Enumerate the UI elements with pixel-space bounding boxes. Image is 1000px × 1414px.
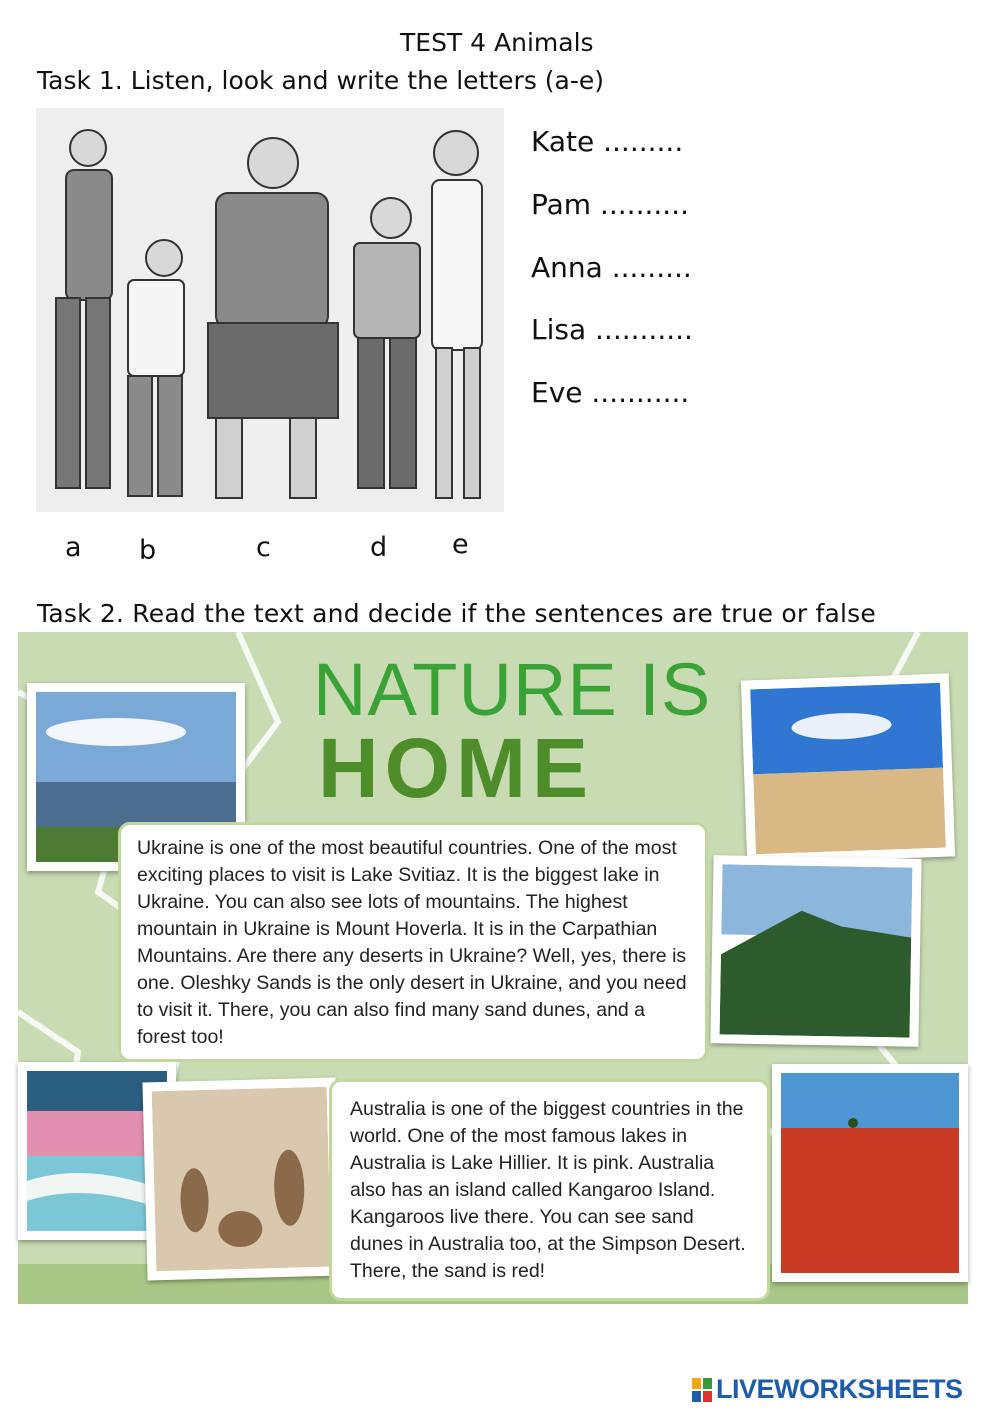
answer-line-lisa: Lisa ........... — [531, 313, 693, 346]
letter-a: a — [65, 532, 82, 563]
mountain-forest-photo — [710, 855, 921, 1047]
answer-line-anna: Anna ......... — [531, 251, 692, 284]
liveworksheets-logo[interactable]: LIVEWORKSHEETS — [716, 1374, 963, 1404]
red-desert-photo — [772, 1064, 968, 1282]
australia-text-box: Australia is one of the biggest countries in the world. One of the most famous lakes in Australia is Lake Hillier. It is pink. Australia also has an island called Kangaroo Island. Kangaroos live there. You can see sand dunes in Australia too, at the Simpson Desert. There, the sand is red! — [329, 1079, 770, 1301]
banner-heading-line2: HOME — [318, 721, 594, 815]
letter-d: d — [370, 532, 388, 563]
banner-heading-line1: NATURE IS — [313, 648, 712, 731]
worksheet-title: TEST 4 Animals — [400, 28, 594, 57]
letter-c: c — [256, 532, 271, 563]
liveworksheets-logo-icon — [692, 1378, 712, 1402]
ukraine-text-box: Ukraine is one of the most beautiful countries. One of the most exciting places to visit is Lake Svitiaz. It is the biggest lake in Ukraine. You can also see lots of mountains. The highest mountain in Ukraine is Mount Hoverla. It is in the Carpathian Mountains. Are there any deserts in Ukraine? Well, yes, there is one. Oleshky Sands is the only desert in Ukraine, and you need to visit it. There, you can also find many sand dunes, and a forest too! — [118, 822, 708, 1062]
letter-e: e — [452, 529, 469, 560]
kangaroo-photo — [142, 1078, 340, 1281]
task1-instruction: Task 1. Listen, look and write the letters (a-e) — [37, 66, 605, 95]
answer-line-kate: Kate ......... — [531, 125, 684, 158]
task2-instruction: Task 2. Read the text and decide if the sentences are true or false — [37, 599, 876, 628]
people-illustration — [36, 108, 504, 512]
answer-line-eve: Eve ........... — [531, 376, 690, 409]
desert-dunes-photo — [741, 673, 955, 863]
letter-b: b — [139, 535, 157, 566]
answer-line-pam: Pam .......... — [531, 188, 689, 221]
